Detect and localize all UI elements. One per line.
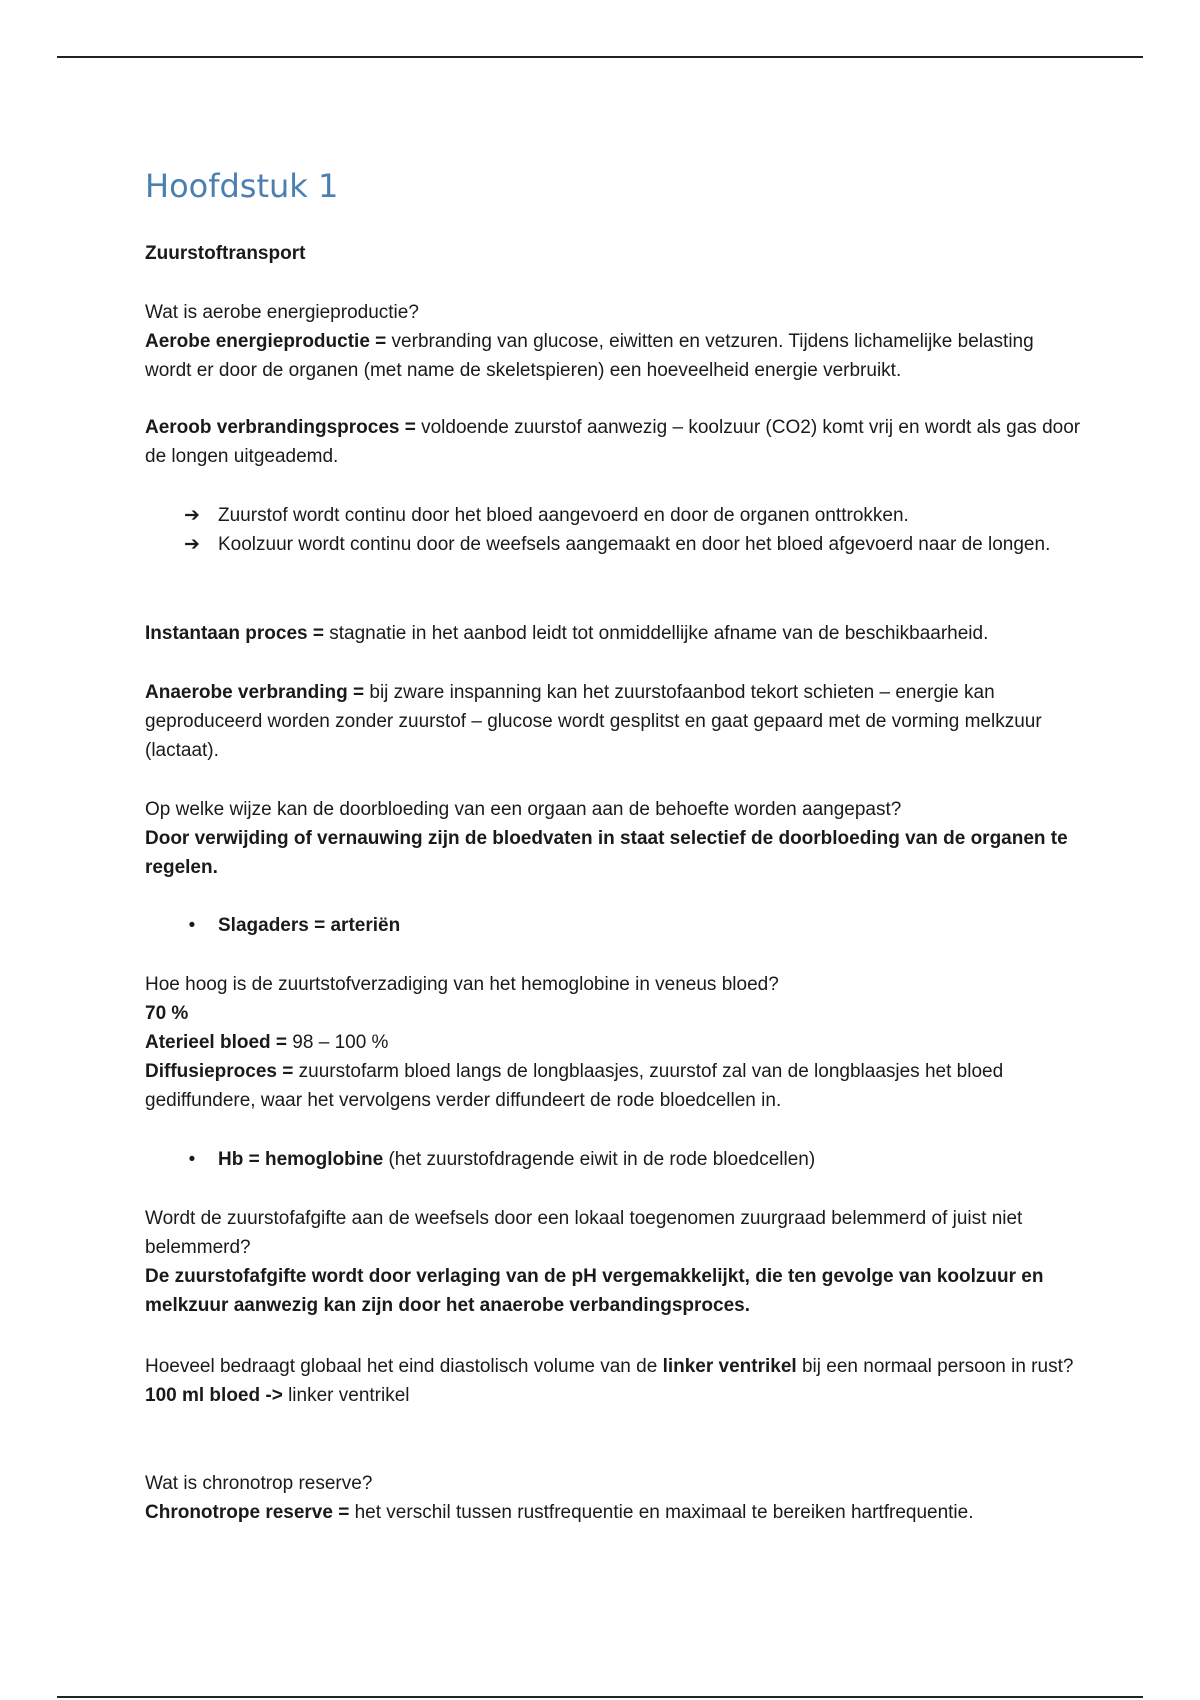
list-item: ➔ Koolzuur wordt continu door de weefsels aangemaakt en door het bloed afgevoerd naar de longen. [145, 530, 1085, 559]
question-chronotrop: Wat is chronotrop reserve? Chronotrope reserve = het verschil tussen rustfrequentie en maximaal te bereiken hartfrequentie. [145, 1473, 974, 1523]
list-item: • Hb = hemoglobine (het zuurstofdragende eiwit in de rode bloedcellen) [145, 1145, 1085, 1174]
question-doorbloeding: Op welke wijze kan de doorbloeding van een orgaan aan de behoefte worden aangepast? Door verwijding of vernauwing zijn de bloedvaten in staat selectief de doorbloeding van de organen te regelen. [145, 799, 1068, 878]
bullet-list-2 [145, 1145, 1085, 1174]
question-diastolisch: Hoeveel bedraagt globaal het eind diastolisch volume van de linker ventrikel bij een normaal persoon in rust? 100 ml bloed -> linker ventrikel [145, 1356, 1074, 1406]
list-item: • Slagaders = arteriën [145, 911, 1085, 940]
list-item: ➔ Zuurstof wordt continu door het bloed aangevoerd en door de organen onttrokken. [145, 501, 1085, 530]
arrow-list [145, 501, 1085, 559]
bullet-icon: • [188, 915, 196, 936]
question-verzadiging: Hoe hoog is de zuurtstofverzadiging van het hemoglobine in veneus bloed? 70 % Aterieel bloed = 98 – 100 % Diffusieproces = zuurstofarm bloed langs de longblaasjes, zuurstof zal van de longblaasjes het bloed gediffundere, waar het vervolgens verder diffundeert de rode bloedcellen in. [145, 974, 1004, 1111]
page-title: Hoofdstuk 1 [145, 167, 339, 205]
header-rule [57, 56, 1143, 58]
bullet-icon: • [188, 1149, 196, 1170]
arrow-right-icon: ➔ [184, 534, 200, 555]
question-aerobe: Wat is aerobe energieproductie? Aerobe energieproductie = verbranding van glucose, eiwitten en vetzuren. Tijdens lichamelijke belasting wordt er door de organen (met name de skeletspieren) een hoeveelheid energie verbruikt. [145, 302, 1034, 381]
footer-rule [57, 1696, 1143, 1698]
definition-instantaan: Instantaan proces = stagnatie in het aanbod leidt tot onmiddellijke afname van de beschikbaarheid. [145, 623, 989, 644]
section-title: Zuurstoftransport [145, 243, 306, 264]
bullet-list-1 [145, 911, 1085, 940]
definition-anaerobe: Anaerobe verbranding = bij zware inspanning kan het zuurstofaanbod tekort schieten – energie kan geproduceerd worden zonder zuurstof – glucose wordt gesplitst en gaat gepaard met de vorming melkzuur (lactaat). [145, 682, 1042, 761]
question-zuurgraad: Wordt de zuurstofafgifte aan de weefsels door een lokaal toegenomen zuurgraad belemmerd of juist niet belemmerd? De zuurstofafgifte wordt door verlaging van de pH vergemakkelijkt, die ten gevolge van koolzuur en melkzuur aanwezig kan zijn door het anaerobe verbandingsproces. [145, 1208, 1044, 1316]
arrow-right-icon: ➔ [184, 505, 200, 526]
definition-aeroob: Aeroob verbrandingsproces = voldoende zuurstof aanwezig – koolzuur (CO2) komt vrij en wordt als gas door de longen uitgeademd. [145, 417, 1081, 467]
